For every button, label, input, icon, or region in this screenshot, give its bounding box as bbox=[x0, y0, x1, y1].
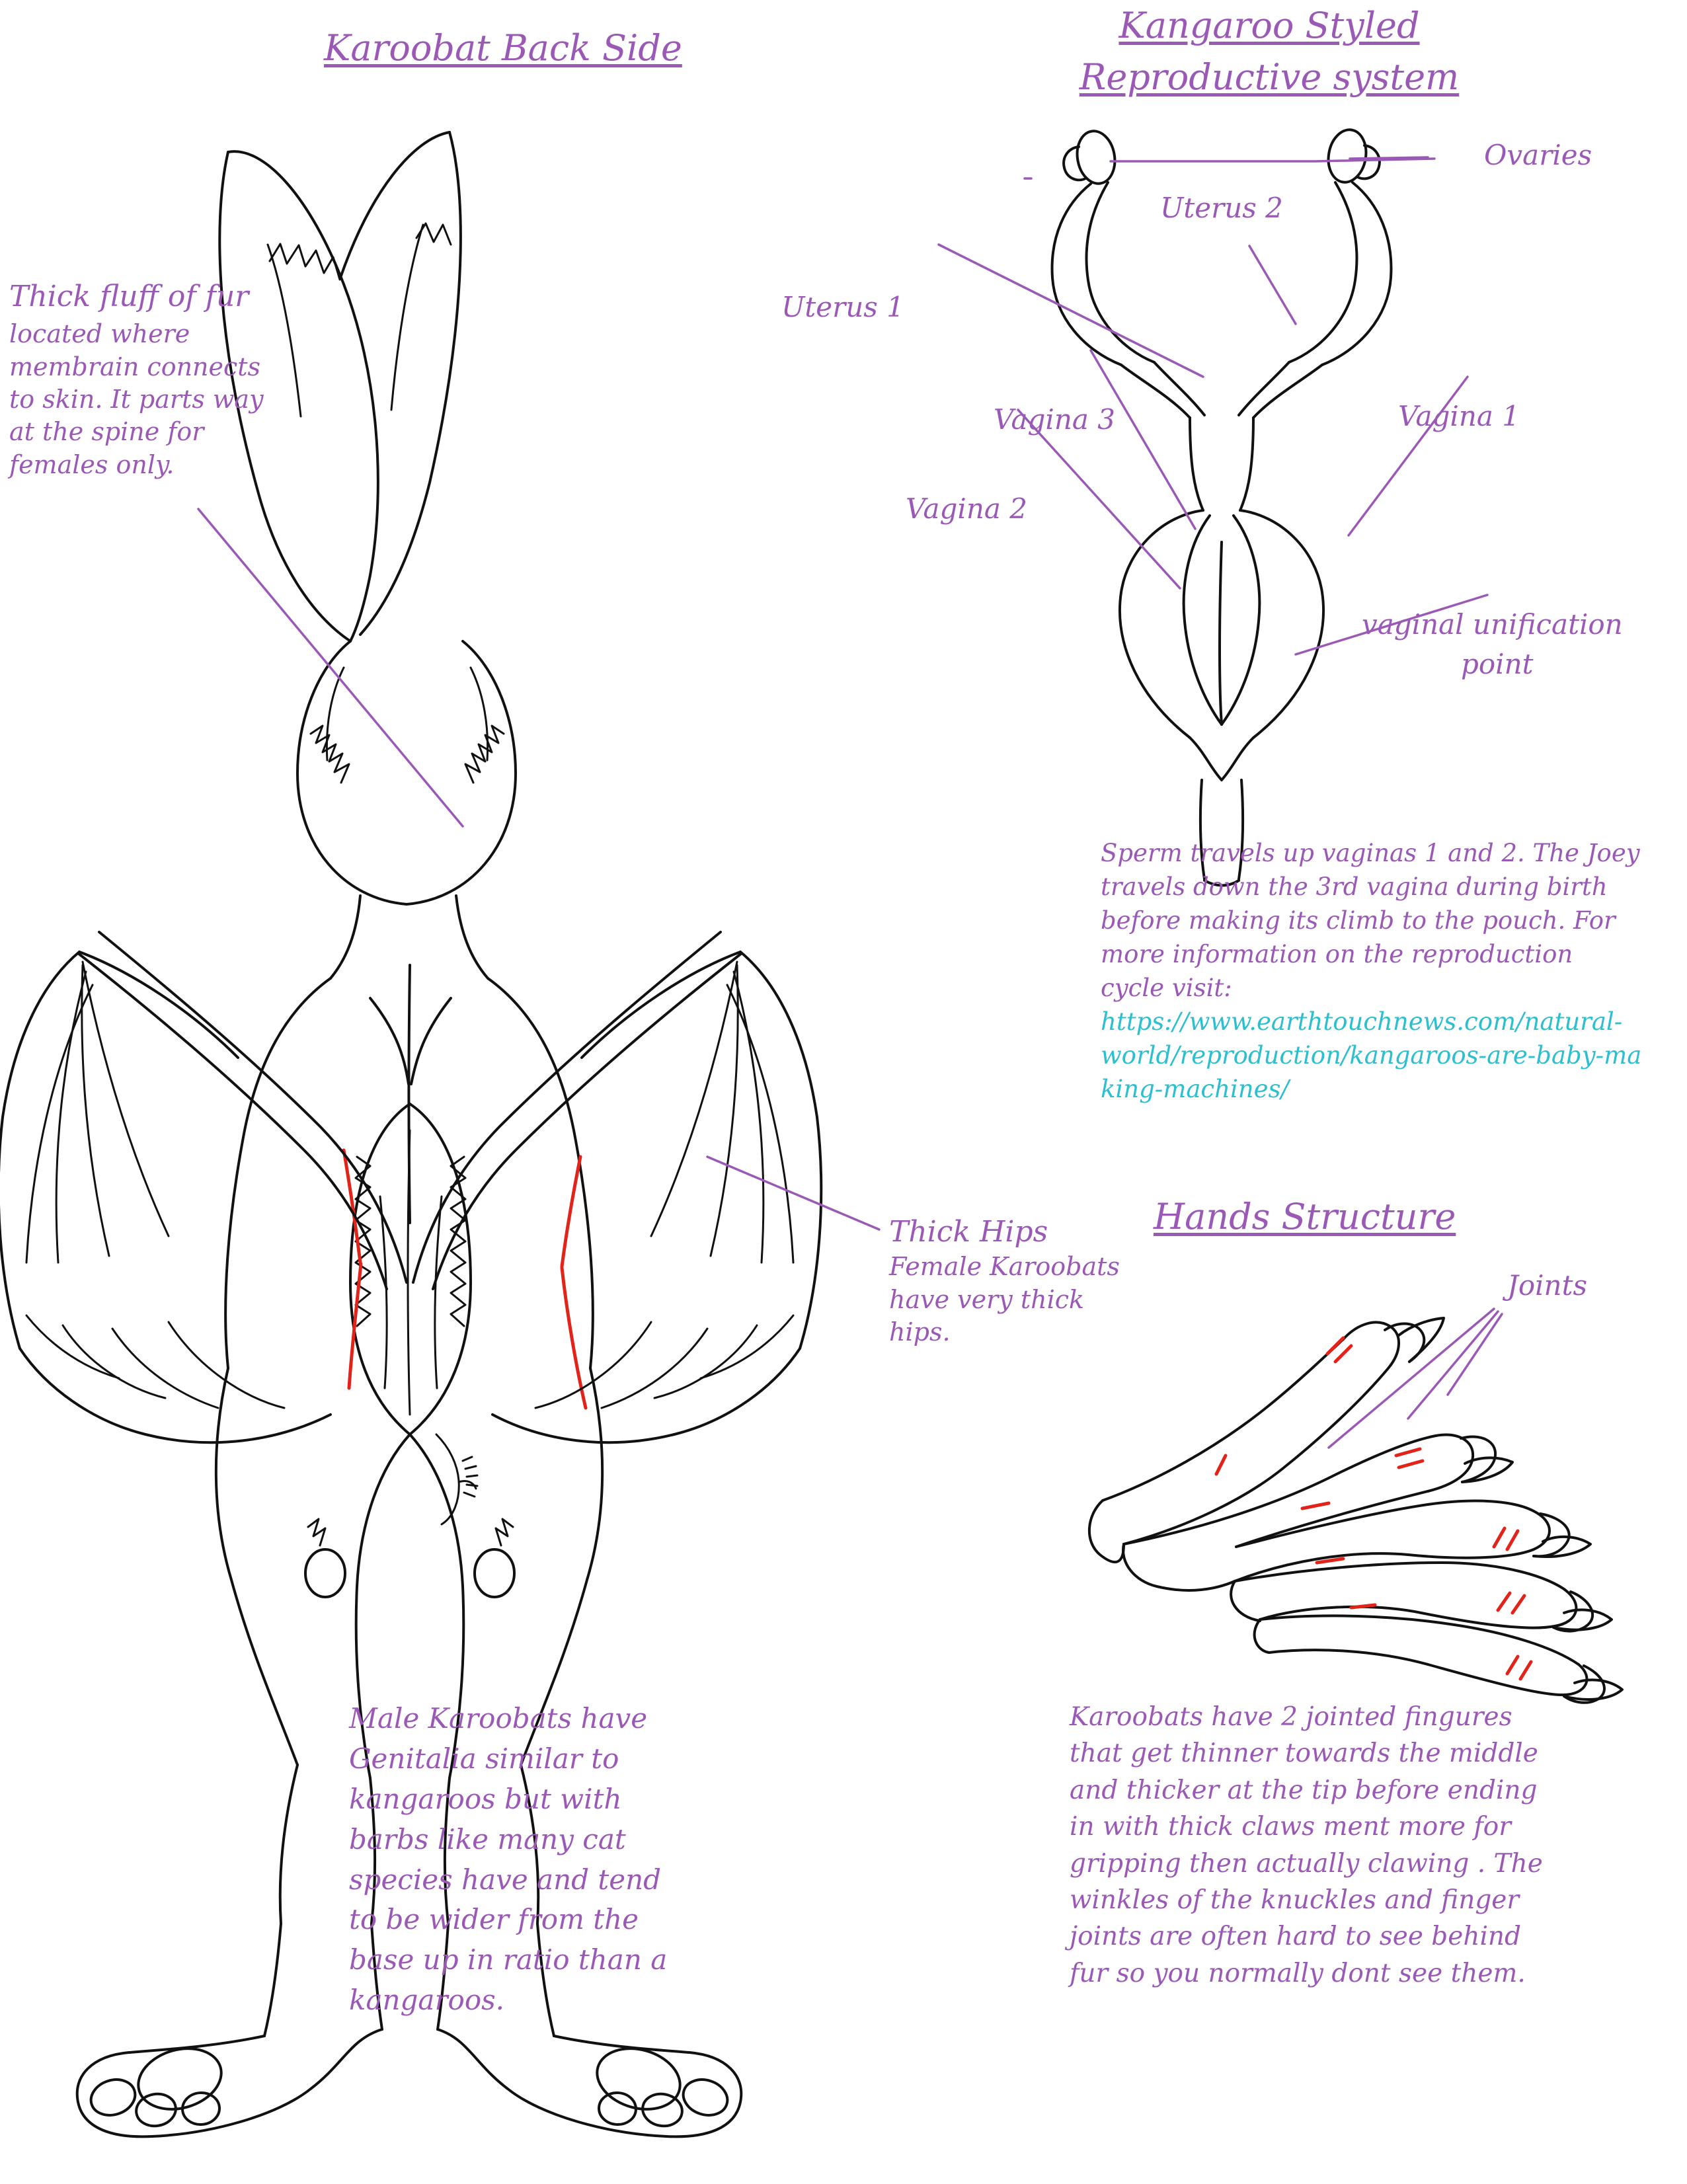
leader-line-fluff bbox=[192, 489, 502, 853]
label-vaginal-unification-line1: vaginal unification bbox=[1362, 608, 1623, 641]
reproductive-leader-lines bbox=[1031, 132, 1534, 833]
repro-source-link[interactable]: https://www.earthtouchnews.com/natural-world/reproduction/kangaroos-are-baby-making-machines/ bbox=[1101, 1007, 1642, 1104]
annotation-thick-hips-body: Female Karoobats have very thick hips. bbox=[889, 1252, 1120, 1346]
repro-description-text: Sperm travels up vaginas 1 and 2. The Joey travels down the 3rd vagina during birth before making its climb to the pouch. For more information on the reproduction cycle visit: bbox=[1101, 839, 1640, 1003]
page-title-repro-line2: Reproductive system bbox=[1079, 56, 1460, 98]
label-vagina-1: Vagina 1 bbox=[1398, 400, 1520, 432]
page-title-hands: Hands Structure bbox=[1154, 1196, 1456, 1237]
annotation-male-genitalia: Male Karoobats have Genitalia similar to kangaroos but with barbs like many cat species have and tend to be wider from the base up in ratio than a kangaroos. bbox=[349, 1702, 668, 2017]
hands-description-text: Karoobats have 2 jointed fingures that get thinner towards the middle and thicker at the tip before ending in with thick claws ment more for gripping then actually clawing . The winkles of the knuckles and finger joints are often hard to see behind fur so you normally dont see them. bbox=[1070, 1702, 1543, 1988]
page-title-back-side: Karoobat Back Side bbox=[324, 27, 682, 69]
page-title-repro-line1: Kangaroo Styled bbox=[1118, 5, 1420, 46]
leader-line-thick-hips bbox=[701, 1150, 892, 1243]
label-vagina-3: Vagina 3 bbox=[994, 403, 1115, 436]
label-vagina-2: Vagina 2 bbox=[906, 492, 1027, 525]
leader-line-joints bbox=[1282, 1296, 1580, 1461]
label-vaginal-unification-line2: point bbox=[1461, 648, 1534, 680]
label-joints: Joints bbox=[1507, 1269, 1588, 1302]
annotation-fluff-headline: Thick fluff of fur bbox=[9, 280, 249, 313]
annotation-fluff bbox=[9, 278, 294, 481]
repro-description-block bbox=[1101, 836, 1643, 1106]
label-uterus-1: Uterus 1 bbox=[781, 291, 904, 323]
annotation-thick-hips-title: Thick Hips bbox=[889, 1215, 1048, 1249]
label-ovaries: Ovaries bbox=[1484, 139, 1592, 171]
annotation-fluff-body: located where membrain connects to skin. It parts way at the spine for females only. bbox=[9, 319, 264, 479]
label-uterus-2: Uterus 2 bbox=[1160, 192, 1283, 224]
